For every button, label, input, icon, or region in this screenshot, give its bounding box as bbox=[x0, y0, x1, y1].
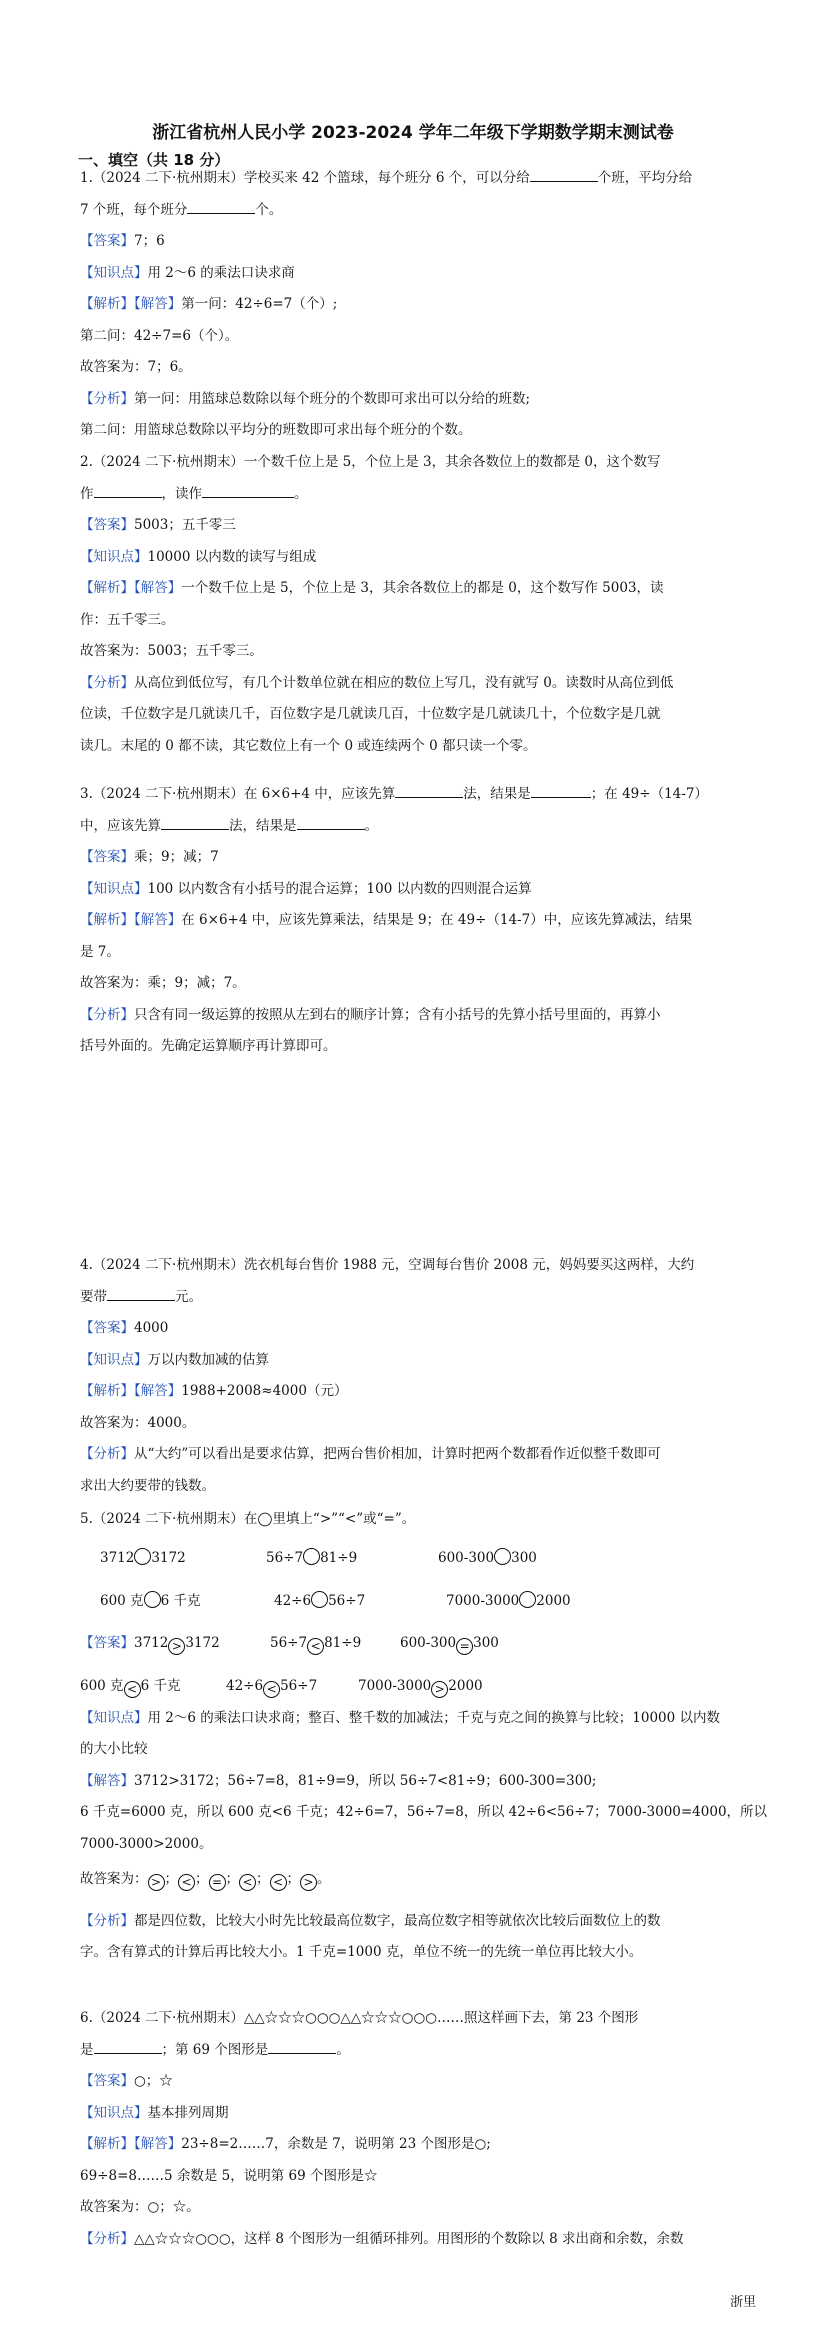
knowledge-label: 【知识点】 bbox=[80, 880, 148, 897]
analysis-label: 【分析】 bbox=[80, 1446, 134, 1462]
knowledge-text: 100 以内数含有小括号的混合运算；100 以内数的四则混合运算 bbox=[147, 880, 532, 897]
answer-blank[interactable] bbox=[202, 484, 294, 498]
answer-text: ○；☆ bbox=[134, 2073, 173, 2089]
compare-item: 600 克 6 千克 bbox=[100, 1592, 201, 1609]
answer-blank[interactable] bbox=[395, 784, 463, 798]
analysis-label: 【分析】 bbox=[80, 1006, 134, 1023]
answer-label: 【答案】 bbox=[80, 1320, 134, 1336]
knowledge-label: 【知识点】 bbox=[80, 1351, 148, 1368]
answer-circle: < bbox=[124, 1681, 141, 1698]
answer-circle: < bbox=[307, 1638, 324, 1655]
answer-circle: > bbox=[431, 1681, 448, 1698]
answer-blank[interactable] bbox=[297, 816, 365, 830]
answer-circle: < bbox=[263, 1681, 280, 1698]
question-5: 5.（2024 二下·杭州期末）在◯里填上“>”“<”或“=”。 3712 3172 56÷7 81÷9 600-300 300 600 克 6 千克 42÷6 56÷7 7000-3000 2000 【答案】3712 > 3172 56÷7 < 81÷9 600-300 = 300 600 克 < 6 千克 42÷6 < 56÷7 7000-3000 > 2000 【知识点】用 2～6 的乘法口诀求商；整百、整千数的加减法；千克与克之间的换算与比较；10000 以内数 的大小比较 【解答】3712>3172；56÷7=8，81÷9=9，所以 56÷7<81÷9；600-300=300; 6 千克=6000 克，所以 600 克<6 千克；42÷6=7，56÷7=8，所以 42÷6<56÷7；7000-3000=4000，所以 7000-3000>2000。 故答案为： > ； < ； = ； < ； < ； > 。 【分析】都是四位数，比较大小时先比较最高位数字，最高位数字相等就依次比较后面数位上的数 字。含有算式的计算后再比较大小。1 千克=1000 克，单位不统一的先统一单位再比较大小。 bbox=[80, 1504, 752, 1969]
compare-item: 56÷7 81÷9 bbox=[266, 1549, 358, 1566]
knowledge-label: 【知识点】 bbox=[80, 1709, 148, 1726]
answer-text: 5003；五千零三 bbox=[134, 517, 236, 533]
answer-blank[interactable] bbox=[94, 484, 162, 498]
question-6: 6.（2024 二下·杭州期末）△△☆☆☆○○○△△☆☆☆○○○……照这样画下去，第 23 个图形 是 ；第 69 个图形是 。 【答案】○；☆ 【知识点】基本排列周期 【解析】【解答】23÷8=2……7，余数是 7，说明第 23 个图形是○; 69÷8=8……5 余数是 5，说明第 69 个图形是☆ 故答案为：○；☆。 【分析】△△☆☆☆○○○，这样 8 个图形为一组循环排列。用图形的个数除以 8 求出商和余数，余数 bbox=[80, 2003, 752, 2255]
answer-circle: > bbox=[148, 1874, 165, 1891]
answer-blank[interactable] bbox=[531, 784, 591, 798]
solution-label: 【解析】【解答】 bbox=[80, 1383, 182, 1399]
compare-circle[interactable] bbox=[303, 1548, 320, 1565]
q1-stem: 1.（2024 二下·杭州期末）学校买来 42 个篮球，每个班分 6 个，可以分给 bbox=[80, 170, 530, 186]
answer-blank[interactable] bbox=[107, 1287, 175, 1301]
compare-circle[interactable] bbox=[494, 1548, 511, 1565]
answer-circle: < bbox=[239, 1874, 256, 1891]
knowledge-label: 【知识点】 bbox=[80, 264, 148, 281]
knowledge-text: 万以内数加减的估算 bbox=[147, 1351, 269, 1368]
answer-blank[interactable] bbox=[161, 816, 229, 830]
compare-row-2 bbox=[80, 1585, 752, 1618]
compare-item: 42÷6 56÷7 bbox=[274, 1592, 366, 1609]
solution-label: 【解析】【解答】 bbox=[80, 580, 182, 596]
compare-circle[interactable] bbox=[519, 1591, 536, 1608]
q4-stem: 4.（2024 二下·杭州期末）洗衣机每台售价 1988 元，空调每台售价 2008 元，妈妈要买这两样，大约 bbox=[80, 1257, 695, 1273]
solution-label: 【解答】 bbox=[80, 1772, 134, 1789]
knowledge-text: 基本排列周期 bbox=[147, 2104, 229, 2121]
question-3: 3.（2024 二下·杭州期末）在 6×6+4 中，应该先算 法，结果是 ；在 49÷（14-7） 中，应该先算 法，结果是 。 【答案】乘；9；减；7 【知识点】100 以内数含有小括号的混合运算；100 以内数的四则混合运算 【解析】【解答】在 6×6+4 中，应该先算乘法，结果是 9；在 49÷（14-7）中，应该先算减法，结果 是 7。 故答案为：乘；9；减；7。 【分析】只含有同一级运算的按照从左到右的顺序计算；含有小括号的先算小括号里面的，再算小 括号外面的。先确定运算顺序再计算即可。 bbox=[80, 786, 708, 1054]
page-footer: 浙里 bbox=[729, 2295, 756, 2310]
q2-stem: 2.（2024 二下·杭州期末）一个数千位上是 5，个位上是 3，其余各数位上的数都是 0，这个数写 bbox=[80, 454, 661, 470]
answer-row-2: 600 克 < 6 千克 42÷6 < 56÷7 7000-3000 > 2000 bbox=[80, 1677, 483, 1696]
solution-label: 【解析】【解答】 bbox=[80, 296, 182, 312]
answer-blank[interactable] bbox=[530, 168, 598, 182]
answer-circle: > bbox=[168, 1638, 185, 1655]
answer-label: 【答案】 bbox=[80, 849, 134, 865]
answer-circle: = bbox=[209, 1874, 226, 1891]
knowledge-label: 【知识点】 bbox=[80, 2104, 148, 2121]
question-4: 4.（2024 二下·杭州期末）洗衣机每台售价 1988 元，空调每台售价 2008 元，妈妈要买这两样，大约 要带 元。 【答案】4000 【知识点】万以内数加减的估算 【解析】【解答】1988+2008≈4000（元） 故答案为：4000。 【分析】从“大约”可以看出是要求估算，把两台售价相加，计算时把两个数都看作近似整千数即可 求出大约要带的钱数。 bbox=[80, 1250, 752, 1502]
answer-circle: > bbox=[300, 1874, 317, 1891]
answer-circle: < bbox=[178, 1874, 195, 1891]
answer-text: 乘；9；减；7 bbox=[134, 849, 219, 865]
q5-stem: 5.（2024 二下·杭州期末）在◯里填上“>”“<”或“=”。 bbox=[80, 1511, 416, 1527]
compare-circle[interactable] bbox=[144, 1591, 161, 1608]
answer-label: 【答案】 bbox=[80, 1634, 134, 1651]
answer-label: 【答案】 bbox=[80, 517, 134, 533]
solution-label: 【解析】【解答】 bbox=[80, 2136, 182, 2152]
compare-row-1 bbox=[80, 1542, 752, 1575]
question-2: 2.（2024 二下·杭州期末）一个数千位上是 5，个位上是 3，其余各数位上的数都是 0，这个数写 作 ，读作 。 【答案】5003；五千零三 【知识点】10000 以内数的读写与组成 【解析】【解答】一个数千位上是 5，个位上是 3，其余各数位上的都是 0，这个数写作 5003，读 作：五千零三。 故答案为：5003；五千零三。 【分析】从高位到低位写，有几个计数单位就在相应的数位上写几，没有就写 0。读数时从高位到低 位读，千位数字是几就读几千，百位数字是几就读几百，十位数字是几就读几十，个位数字是几就 读几。末尾的 0 都不读，其它数位上有一个 0 或连续两个 0 都只读一个零。 bbox=[80, 447, 752, 762]
solution-label: 【解析】【解答】 bbox=[80, 912, 182, 928]
question-1: 1.（2024 二下·杭州期末）学校买来 42 个篮球，每个班分 6 个，可以分给 个班，平均分给 7 个班，每个班分 个。 【答案】7；6 【知识点】用 2～6 的乘法口诀求商 【解析】【解答】第一问：42÷6=7（个）; 第二问：42÷7=6（个）。 故答案为：7；6。 【分析】第一问：用篮球总数除以每个班分的个数即可求出可以分给的班数; 第二问：用篮球总数除以平均分的班数即可求出每个班分的个数。 bbox=[80, 170, 693, 438]
answer-row-1: 【答案】3712 > 3172 56÷7 < 81÷9 600-300 = 300 bbox=[80, 1634, 499, 1653]
answer-blank[interactable] bbox=[187, 200, 255, 214]
analysis-label: 【分析】 bbox=[80, 2230, 134, 2247]
answer-text: 4000 bbox=[134, 1320, 169, 1336]
section-heading: 一、填空（共 18 分） bbox=[78, 151, 230, 169]
answer-label: 【答案】 bbox=[80, 2073, 134, 2089]
answer-blank[interactable] bbox=[94, 2040, 162, 2054]
knowledge-text: 10000 以内数的读写与组成 bbox=[147, 548, 317, 565]
compare-item: 600-300 300 bbox=[438, 1549, 537, 1566]
answer-circle: < bbox=[270, 1874, 287, 1891]
compare-circle[interactable] bbox=[311, 1591, 328, 1608]
analysis-label: 【分析】 bbox=[80, 1912, 134, 1929]
q6-stem: 6.（2024 二下·杭州期末）△△☆☆☆○○○△△☆☆☆○○○……照这样画下去，第 23 个图形 bbox=[80, 2010, 639, 2026]
answer-label: 【答案】 bbox=[80, 233, 134, 249]
knowledge-label: 【知识点】 bbox=[80, 548, 148, 565]
page-title: 浙江省杭州人民小学 2023-2024 学年二年级下学期数学期末测试卷 bbox=[152, 123, 674, 143]
knowledge-text: 用 2～6 的乘法口诀求商 bbox=[147, 264, 295, 281]
answer-circle: = bbox=[456, 1638, 473, 1655]
q3-stem: 3.（2024 二下·杭州期末）在 6×6+4 中，应该先算 bbox=[80, 786, 396, 802]
compare-item: 3712 3172 bbox=[100, 1549, 186, 1566]
answer-blank[interactable] bbox=[268, 2040, 336, 2054]
analysis-label: 【分析】 bbox=[80, 674, 134, 691]
compare-circle[interactable] bbox=[134, 1548, 151, 1565]
compare-item: 7000-3000 2000 bbox=[446, 1592, 571, 1609]
analysis-label: 【分析】 bbox=[80, 390, 134, 407]
answer-text: 7；6 bbox=[134, 233, 165, 249]
